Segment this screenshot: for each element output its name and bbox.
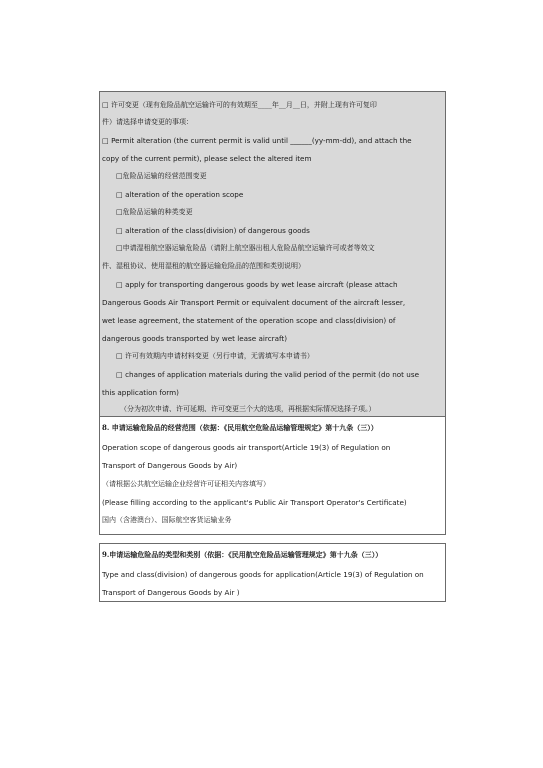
section-8-heading-en-cont: Transport of Dangerous Goods by Air) [102,461,238,470]
wet-lease-en-cont-2: wet lease agreement, the statement of the operation scope and class(division) of [102,316,396,325]
operation-scope-checkbox-zh[interactable]: □危险品运输的经营范围变更 [116,172,207,180]
section-8-heading-en: Operation scope of dangerous goods air transport(Article 19(3) of Regulation on [102,443,391,452]
material-change-checkbox-zh[interactable]: □ 许可有效期内申请材料变更（另行申请，无需填写本申请书） [116,352,314,360]
permit-alteration-section [99,91,446,417]
permit-alteration-en-cont: copy of the current permit), please select the altered item [102,154,312,163]
wet-lease-en-cont-1: Dangerous Goods Air Transport Permit or equivalent document of the aircraft lesser, [102,298,406,307]
selection-note: （分为初次申请、许可延期、许可变更三个大的选项，再根据实际情况选择子项。） [120,405,376,413]
section-8-instruction-en: (Please filling according to the applicant's Public Air Transport Operator's Certificate) [102,498,407,507]
class-division-checkbox-zh[interactable]: □危险品运输的种类变更 [116,208,193,216]
permit-alteration-checkbox-zh[interactable]: □ 许可变更（现有危险品航空运输许可的有效期至____年__月__日，并附上现有许可复印 [102,101,377,109]
dangerous-goods-type-section [99,543,446,602]
wet-lease-checkbox-en[interactable]: □ apply for transporting dangerous goods by wet lease aircraft (please attach [116,280,398,289]
wet-lease-en-cont-3: dangerous goods transported by wet lease aircraft) [102,334,288,343]
section-9-heading-zh: 9.申请运输危险品的类型和类别（依据：《民用航空危险品运输管理规定》第十九条（三）） [102,550,383,559]
operation-scope-value[interactable]: 国内（含港澳台）、国际航空客货运输业务 [102,516,232,524]
material-change-checkbox-en[interactable]: □ changes of application materials during the valid period of the permit (do not use [116,370,419,379]
section-8-heading-zh: 8. 申请运输危险品的经营范围（依据：《民用航空危险品运输管理规定》第十九条（三）） [102,423,378,432]
permit-alteration-checkbox-en[interactable]: □ Permit alteration (the current permit is valid until ______(yy-mm-dd), and attach the [102,136,412,145]
section-9-heading-en-cont: Transport of Dangerous Goods by Air ) [102,588,240,597]
class-division-checkbox-en[interactable]: □ alteration of the class(division) of dangerous goods [116,226,310,235]
permit-alteration-zh-cont: 件）请选择申请变更的事项： [102,118,193,126]
material-change-en-cont: this application form) [102,388,179,397]
section-8-instruction-zh: （请根据公共航空运输企业经营许可证相关内容填写） [102,480,270,488]
wet-lease-checkbox-zh[interactable]: □申请湿租航空器运输危险品（请附上航空器出租人危险品航空运输许可或者等效文 [116,244,375,252]
section-9-heading-en: Type and class(division) of dangerous goods for application(Article 19(3) of Regulation on [102,570,424,579]
operation-scope-checkbox-en[interactable]: □ alteration of the operation scope [116,190,244,199]
operation-scope-section [99,417,446,535]
wet-lease-zh-cont: 件、湿租协议、使用湿租的航空器运输危险品的范围和类别说明） [102,262,305,270]
